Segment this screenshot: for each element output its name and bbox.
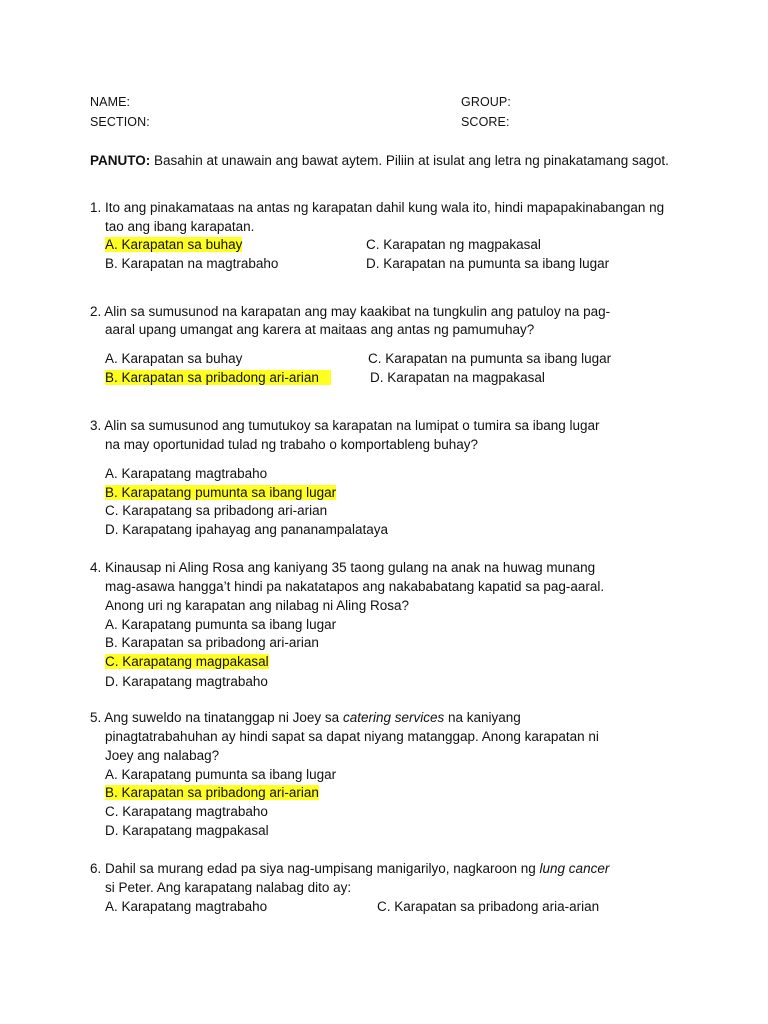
question-6-stem-line-2: si Peter. Ang karapatang nalabag dito ay: — [105, 880, 352, 895]
section-label: SECTION: — [90, 115, 150, 129]
answer-highlight: B. Karapatang pumunta sa ibang lugar — [105, 485, 337, 500]
question-3-choice-d: D. Karapatang ipahayag ang pananampalataya — [105, 522, 388, 537]
answer-highlight: A. Karapatan sa buhay — [105, 237, 243, 252]
question-1-stem-line-1: 1. Ito ang pinakamataas na antas ng karapatan dahil kung wala ito, hindi mapapakinabangan ng — [90, 200, 665, 215]
question-1-choice-b: B. Karapatan na magtrabaho — [105, 256, 279, 271]
question-2-stem-line-2: aaral upang umangat ang karera at maitaas ang antas ng pamumuhay? — [105, 322, 535, 337]
question-2-choice-d: D. Karapatan na magpakasal — [370, 370, 545, 385]
question-3-choice-c: C. Karapatang sa pribadong ari-arian — [105, 503, 328, 518]
question-5-choice-d: D. Karapatang magpakasal — [105, 823, 269, 838]
question-2-stem-line-1: 2. Alin sa sumusunod na karapatan ang may kaakibat na tungkulin ang patuloy na pag- — [90, 304, 611, 319]
question-2-choice-a: A. Karapatan sa buhay — [105, 351, 243, 366]
instructions-label: PANUTO: — [90, 153, 151, 168]
question-5-stem-line-1 — [90, 708, 521, 727]
score-label: SCORE: — [461, 115, 510, 129]
stem-text: 6. Dahil sa murang edad pa siya nag-umpisang manigarilyo, nagkaroon ng — [90, 861, 540, 876]
question-6-choice-a: A. Karapatang magtrabaho — [105, 899, 268, 914]
question-5-choice-a: A. Karapatang pumunta sa ibang lugar — [105, 767, 337, 782]
question-3-choice-a: A. Karapatang magtrabaho — [105, 466, 268, 481]
question-4-choice-a: A. Karapatang pumunta sa ibang lugar — [105, 617, 337, 632]
question-4-stem-line-2: mag-asawa hangga’t hindi pa nakatatapos ang nakababatang kapatid sa pag-aaral. — [105, 579, 605, 594]
question-3-stem-line-1: 3. Alin sa sumusunod ang tumutukoy sa karapatan na lumipat o tumira sa ibang lugar — [90, 418, 600, 433]
stem-italic-term: lung cancer — [539, 861, 610, 876]
stem-italic-term: catering services — [342, 710, 445, 725]
question-6-choice-c: C. Karapatan sa pribadong aria-arian — [377, 899, 600, 914]
question-5-choice-b — [105, 783, 319, 802]
group-label: GROUP: — [461, 95, 511, 109]
question-4-stem-line-3: Anong uri ng karapatan ang nilabag ni Aling Rosa? — [105, 598, 409, 613]
question-2-choice-c: C. Karapatan na pumunta sa ibang lugar — [368, 351, 612, 366]
question-3-choice-b — [105, 483, 336, 502]
question-1-choice-c: C. Karapatan ng magpakasal — [366, 237, 541, 252]
question-4-stem-line-1: 4. Kinausap ni Aling Rosa ang kaniyang 35 taong gulang na anak na huwag munang — [90, 560, 596, 575]
name-label: NAME: — [90, 95, 131, 109]
question-1-choice-d: D. Karapatan na pumunta sa ibang lugar — [366, 256, 610, 271]
question-4-choice-b: B. Karapatan sa pribadong ari-arian — [105, 635, 319, 650]
question-6-stem-line-1 — [90, 859, 609, 878]
question-5-stem-line-3: Joey ang nalabag? — [105, 748, 220, 763]
question-5-stem-line-2: pinagtatrabahuhan ay hindi sapat sa dapat niyang matanggap. Anong karapatan ni — [105, 729, 599, 744]
question-1-choice-a — [105, 235, 242, 254]
question-5-choice-c: C. Karapatang magtrabaho — [105, 804, 268, 819]
question-3-stem-line-2: na may oportunidad tulad ng trabaho o komportableng buhay? — [105, 437, 479, 452]
answer-highlight: B. Karapatan sa pribadong ari-arian — [105, 370, 331, 385]
instructions-text: Basahin at unawain ang bawat aytem. Piliin at isulat ang letra ng pinakatamang sagot. — [150, 153, 669, 168]
answer-highlight: C. Karapatang magpakasal — [105, 654, 269, 669]
instructions — [90, 151, 678, 170]
question-1-stem-line-2: tao ang ibang karapatan. — [105, 219, 255, 234]
question-4-choice-c — [105, 652, 269, 671]
question-2-choice-b — [105, 368, 331, 387]
stem-text: na kaniyang — [444, 710, 521, 725]
stem-text: 5. Ang suweldo na tinatanggap ni Joey sa — [90, 710, 343, 725]
question-4-choice-d: D. Karapatang magtrabaho — [105, 674, 268, 689]
answer-highlight: B. Karapatan sa pribadong ari-arian — [105, 785, 319, 800]
